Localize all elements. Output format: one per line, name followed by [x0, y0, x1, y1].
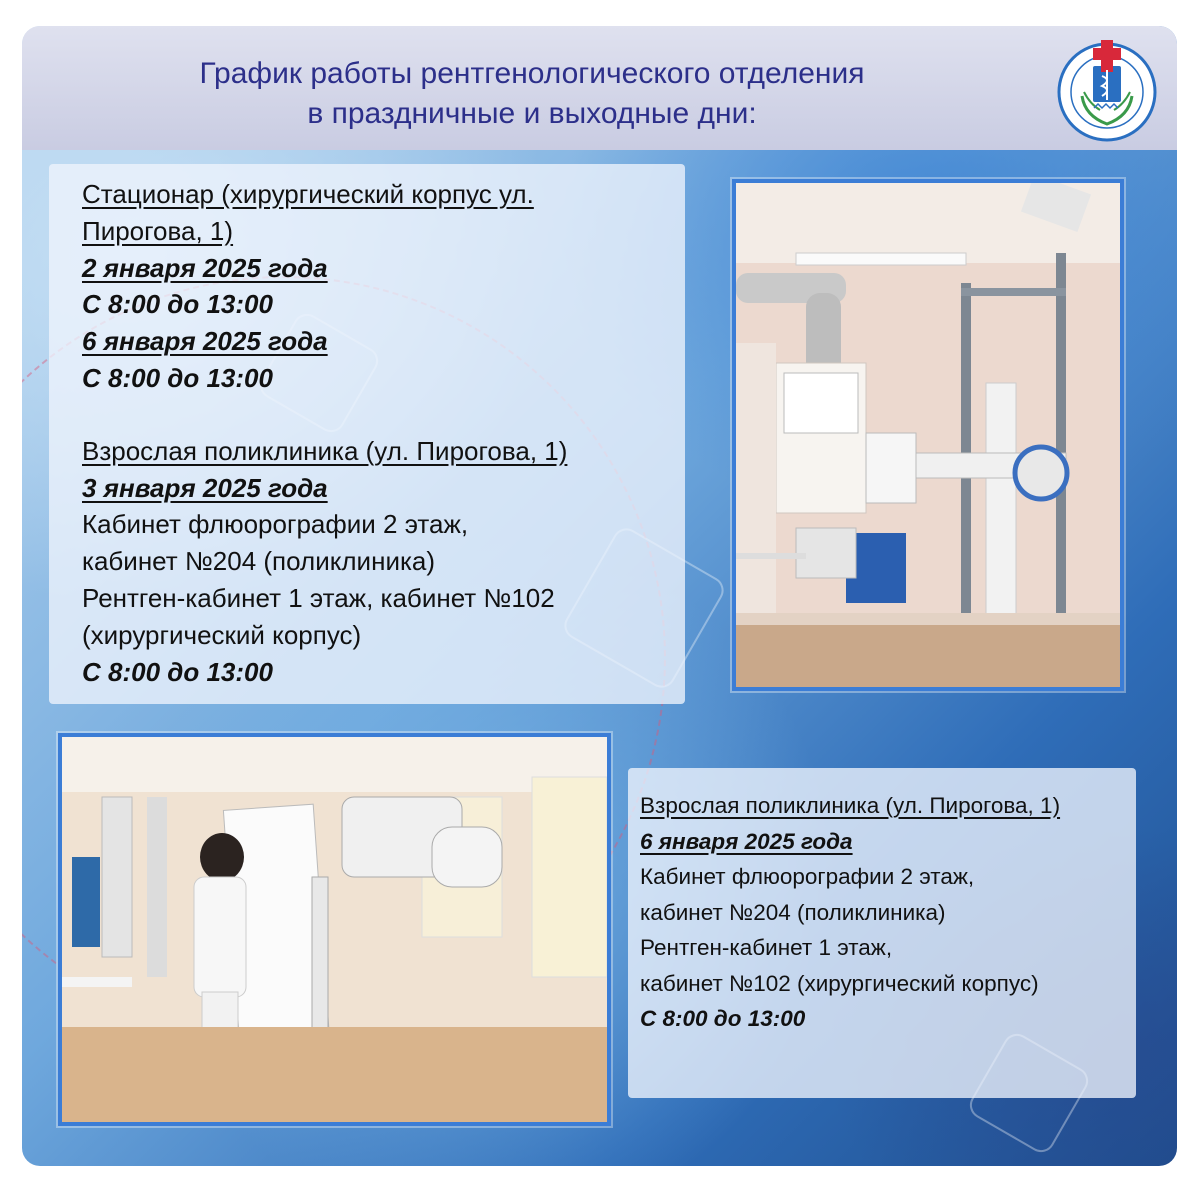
location-line: Взрослая поликлиника (ул. Пирогова, 1) [640, 793, 1061, 818]
header-band [22, 26, 1177, 150]
title-line-2: в праздничные и выходные дни: [307, 97, 757, 130]
time-label: С 8:00 до 13:00 [640, 1006, 806, 1031]
location-line: Пирогова, 1) [82, 215, 234, 246]
date-label: 6 января 2025 года [82, 326, 328, 357]
x-ray-room-photo [732, 179, 1124, 691]
room-line: Рентген-кабинет 1 этаж, [640, 935, 893, 960]
room-line: Рентген-кабинет 1 этаж, кабинет №102 [82, 582, 555, 613]
time-label: С 8:00 до 13:00 [82, 656, 273, 687]
page-title [22, 54, 1042, 134]
room-line: кабинет №204 (поликлиника) [82, 546, 436, 577]
room-line: Кабинет флюорографии 2 этаж, [640, 864, 975, 889]
title-line-1: График работы рентгенологического отделения [199, 57, 865, 90]
spacer [82, 397, 567, 433]
fluorography-room-photo [58, 733, 611, 1126]
date-label: 6 января 2025 года [640, 828, 853, 854]
location-line: Стационар (хирургический корпус ул. [82, 179, 534, 209]
date-label: 2 января 2025 года [82, 252, 328, 283]
schedule-card-main [49, 164, 685, 704]
hospital-emblem-icon [1052, 34, 1162, 144]
schedule-card-secondary [628, 768, 1136, 1098]
room-line: (хирургический корпус) [82, 619, 362, 650]
date-label: 3 января 2025 года [82, 472, 328, 503]
room-line: кабинет №204 (поликлиника) [640, 899, 946, 925]
time-label: С 8:00 до 13:00 [82, 289, 273, 320]
room-line: Кабинет флюорографии 2 этаж, [82, 509, 469, 540]
location-line: Взрослая поликлиника (ул. Пирогова, 1) [82, 435, 568, 466]
room-line: кабинет №102 (хирургический корпус) [640, 970, 1039, 996]
poster [22, 26, 1177, 1166]
time-label: С 8:00 до 13:00 [82, 362, 273, 393]
